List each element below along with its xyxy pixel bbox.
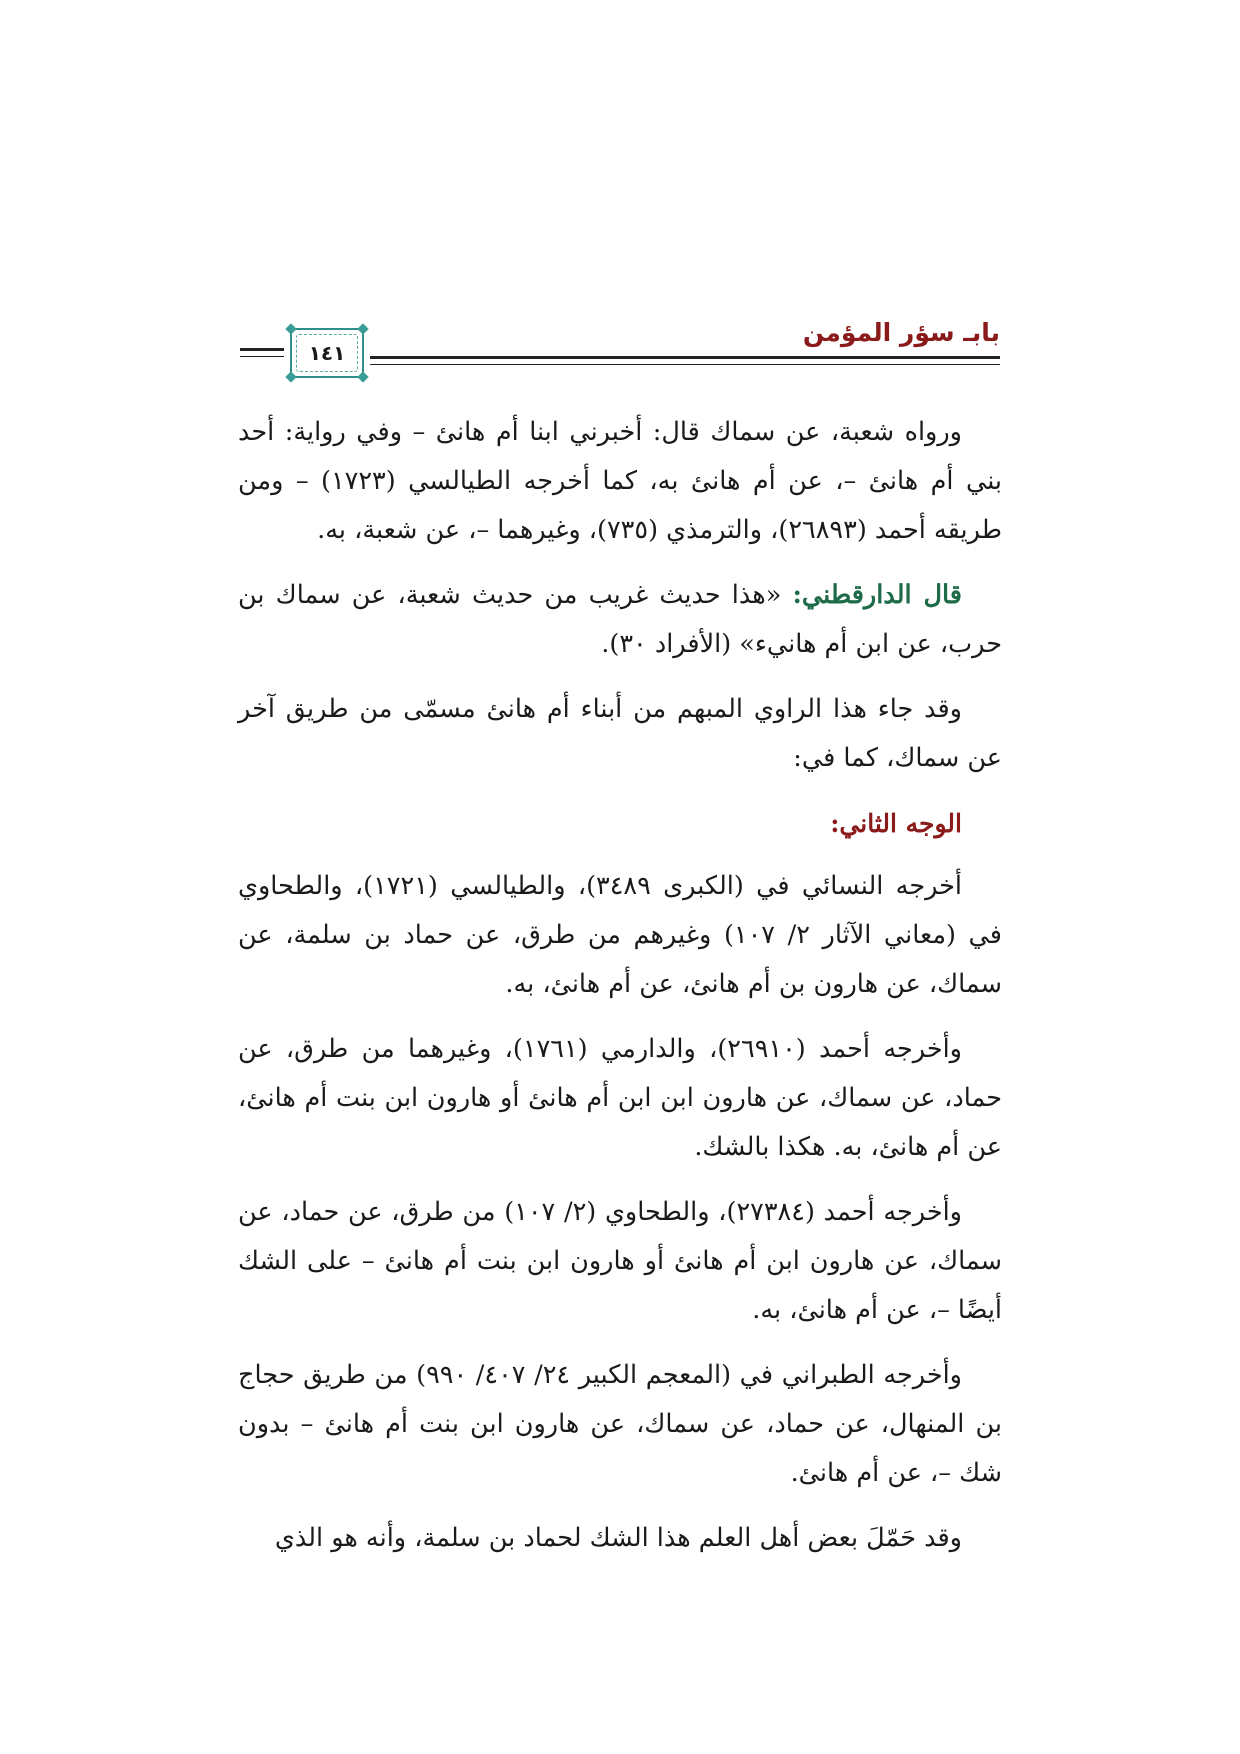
ornament-corner-icon <box>285 371 296 382</box>
header-rule-right-thick <box>370 356 1000 359</box>
quote-text: «هذا حديث غريب من حديث شعبة، عن سماك بن حرب، عن ابن أم هانيء» (الأفراد ٣٠). <box>238 580 1002 659</box>
ornament-corner-icon <box>357 371 368 382</box>
paragraph-8: وقد حَمّلَ بعض أهل العلم هذا الشك لحماد بن سلمة، وأنه هو الذي <box>274 1523 962 1553</box>
page-header <box>240 318 1000 390</box>
paragraph-2 <box>238 571 1002 669</box>
paragraph-5: وأخرجه أحمد (٢٦٩١٠)، والدارمي (١٧٦١)، وغيرهما من طرق، عن حماد، عن سماك، عن هارون ابن ابن أم هانئ أو هارون ابن بنت أم هانئ، عن أم هانئ، به. هكذا بالشك. <box>238 1034 1002 1162</box>
header-rule-left-thin <box>240 356 284 357</box>
paragraph-7: وأخرجه الطبراني في (المعجم الكبير ٢٤/ ٤٠٧/ ٩٩٠) من طريق حجاج بن المنهال، عن حماد، عن سماك، عن هارون ابن بنت أم هانئ – بدون شك –، عن أم هانئ. <box>238 1360 1002 1488</box>
paragraph-1: ورواه شعبة، عن سماك قال: أخبرني ابنا أم هانئ – وفي رواية: أحد بني أم هانئ –، عن أم هانئ به، كما أخرجه الطيالسي (١٧٢٣) – ومن طريقه أحمد (٢٦٨٩٣)، والترمذي (٧٣٥)، وغيرهما –، عن شعبة، به. <box>238 417 1002 545</box>
paragraph-3: وقد جاء هذا الراوي المبهم من أبناء أم هانئ مسمّى من طريق آخر عن سماك، كما في: <box>238 694 1002 773</box>
ornament-corner-icon <box>357 323 368 334</box>
quote-source-label: قال الدارقطني: <box>792 580 962 610</box>
page-body <box>238 408 1002 1579</box>
page-number: ١٤١ <box>308 341 346 365</box>
header-rule-left-thick <box>240 348 284 351</box>
ornament-corner-icon <box>285 323 296 334</box>
paragraph-4: أخرجه النسائي في (الكبرى ٣٤٨٩)، والطيالسي (١٧٢١)، والطحاوي في (معاني الآثار ٢/ ١٠٧) وغيرهم من طرق، عن حماد بن سلمة، عن سماك، عن هارون بن أم هانئ، عن أم هانئ، به. <box>238 871 1002 999</box>
section-heading: الوجه الثاني: <box>830 809 962 838</box>
page-number-badge <box>290 328 364 378</box>
paragraph-6: وأخرجه أحمد (٢٧٣٨٤)، والطحاوي (٢/ ١٠٧) من طرق، عن حماد، عن سماك، عن هارون ابن أم هانئ أو هارون ابن بنت أم هانئ – على الشك أيضًا –، عن أم هانئ، به. <box>238 1197 1002 1325</box>
chapter-title: بابـ سؤر المؤمن <box>802 318 1000 347</box>
header-rule-right-thin <box>370 364 1000 365</box>
